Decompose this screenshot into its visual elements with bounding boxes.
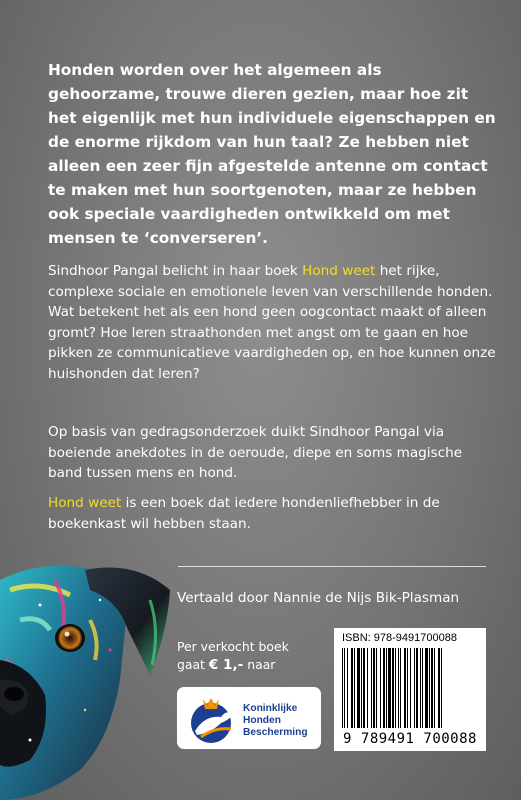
barcode-bar [361, 648, 362, 728]
barcode-bar [354, 648, 355, 728]
barcode-bar [386, 648, 387, 728]
barcode-bar [400, 648, 401, 728]
paragraph-text: het rijke, complexe sociale en emotionele leven van verschillende honden. Wat betekent het als een hond geen oogcontact maakt of alleen gromt? Hoe leren straathonden met angst om te gaan en hoe pikken ze communicatieve vaardigheden op, en hoe kunnen onze huishonden dat leren? [48, 263, 496, 382]
barcode-bar [351, 648, 353, 728]
barcode-bar [422, 648, 423, 728]
barcode-bar [398, 648, 399, 728]
barcode-bar [434, 648, 435, 728]
book-title-highlight: Hond weet [48, 495, 122, 511]
donation-text [177, 638, 289, 674]
divider-line [178, 566, 486, 567]
description-paragraph-3 [48, 493, 500, 534]
barcode-digits: 9 789491 700088 [343, 731, 477, 747]
barcode-bar [371, 648, 372, 728]
description-paragraph-2: Op basis van gedragsonderzoek duikt Sindhoor Pangal via boeiende anekdotes in de oeroude, diepe en soms magische band tussen mens en hond. [48, 424, 463, 482]
dog-illustration [0, 560, 175, 800]
barcode-bar [416, 648, 418, 728]
barcode-bar [441, 648, 442, 728]
barcode-bar [425, 648, 428, 728]
charity-name-line-2: Honden [243, 715, 281, 726]
translator-credit: Vertaald door Nannie de Nijs Bik-Plasman [177, 590, 460, 606]
charity-emblem-icon [181, 687, 245, 749]
charity-name-line-3: Bescherming [243, 727, 308, 738]
paragraph-text: Sindhoor Pangal belicht in haar boek [48, 263, 303, 279]
barcode-bar [363, 648, 365, 728]
barcode-bar [357, 648, 360, 728]
description-paragraph-1 [48, 261, 500, 385]
barcode-bar [383, 648, 385, 728]
barcode-bar [373, 648, 375, 728]
barcode-bar [414, 648, 415, 728]
barcode-bar [342, 648, 343, 728]
paragraph-text: is een boek dat iedere hondenliefhebber in de boekenkast wil hebben staan. [48, 495, 440, 532]
charity-name-line-1: Koninklijke [243, 703, 298, 714]
barcode-bar [438, 648, 440, 728]
barcode-bar [344, 648, 345, 728]
barcode-bar [407, 648, 408, 728]
barcode-bar [429, 648, 430, 728]
donation-line-1: Per verkocht boek [177, 639, 289, 654]
intro-paragraph: Honden worden over het algemeen als gehoorzame, trouwe dieren gezien, maar hoe zit het eigenlijk met hun individuele eigenschappen en de enorme rijkdom van hun taal? Ze hebben niet alleen een zeer fijn afgestelde antenne om contact te maken met hun soortgenoten, maar ze hebben ook speciale vaardigheden ontwikkeld om met mensen te ‘converseren’. [48, 61, 496, 247]
barcode-bar [376, 648, 377, 728]
barcode-bar [420, 648, 421, 728]
barcode-panel [334, 628, 486, 751]
donation-line-2-prefix: gaat [177, 657, 209, 672]
barcode-bar [410, 648, 411, 728]
barcode-bar [395, 648, 396, 728]
charity-name [243, 703, 308, 739]
barcode-bar [392, 648, 394, 728]
barcode-bar [347, 648, 348, 728]
isbn-label: ISBN: 978-9491700088 [342, 632, 457, 644]
donation-line-2-suffix: naar [243, 657, 276, 672]
barcode-bar [431, 648, 433, 728]
barcode-bar [404, 648, 406, 728]
barcode-bar [367, 648, 368, 728]
donation-amount: € 1,- [208, 657, 244, 673]
barcode-bar [380, 648, 381, 728]
barcode-icon [338, 648, 482, 730]
barcode-bar [388, 648, 391, 728]
charity-logo [177, 687, 321, 749]
book-title-highlight: Hond weet [302, 263, 376, 279]
